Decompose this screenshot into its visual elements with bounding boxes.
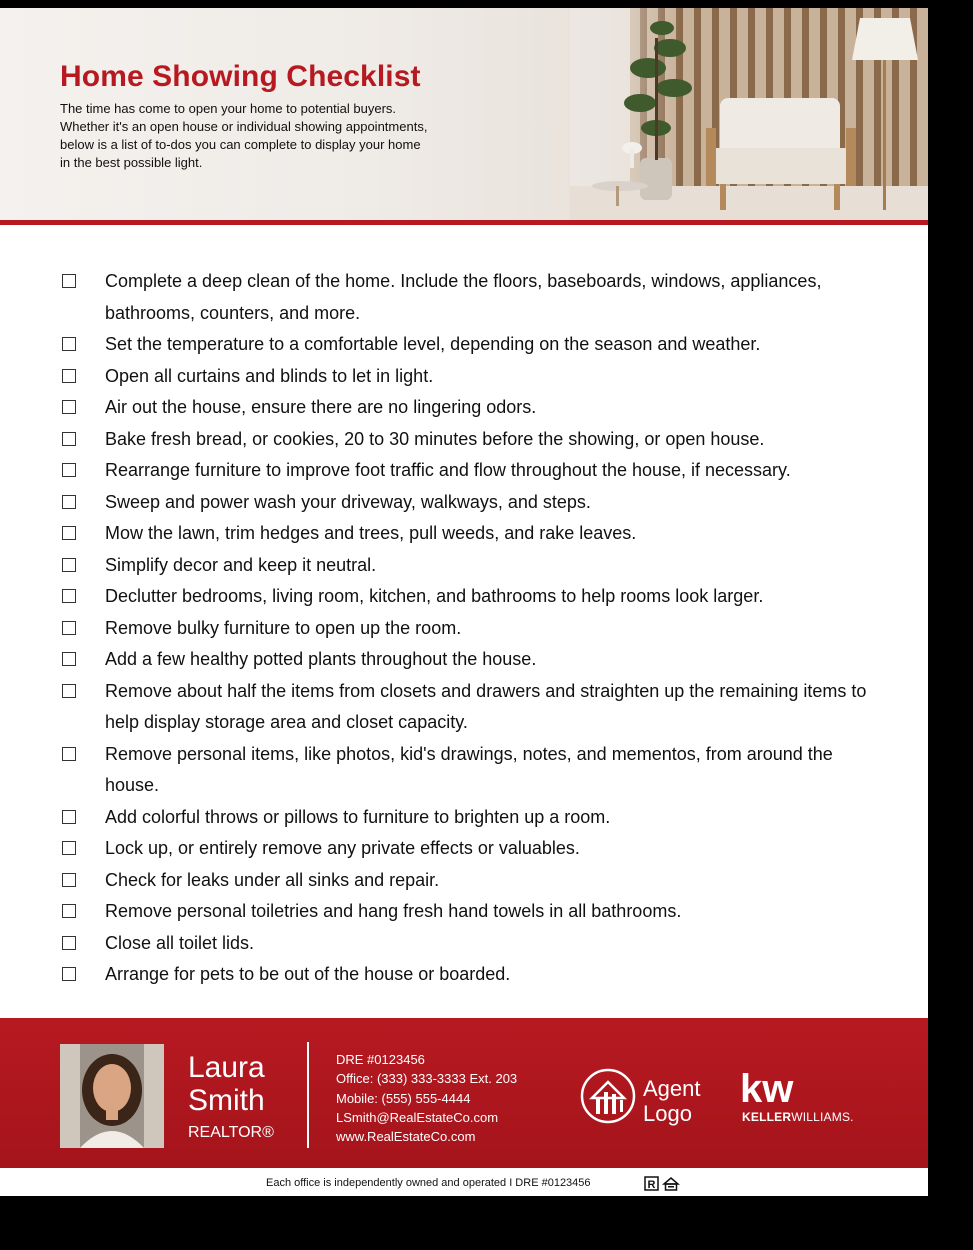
checkbox[interactable]: [62, 589, 76, 603]
checklist-item-text: Bake fresh bread, or cookies, 20 to 30 minutes before the showing, or open house.: [105, 428, 765, 449]
svg-text:kw: kw: [740, 1068, 794, 1108]
checkbox[interactable]: [62, 558, 76, 572]
flyer-page: [0, 8, 928, 1196]
checklist-item-text: Add colorful throws or pillows to furniture to brighten up a room.: [105, 806, 611, 827]
header-divider: [0, 220, 928, 225]
checkbox[interactable]: [62, 747, 76, 761]
checklist-item: [60, 424, 880, 456]
checkbox[interactable]: [62, 432, 76, 446]
checklist-item: [60, 266, 880, 329]
checkbox[interactable]: [62, 621, 76, 635]
footer-divider: [307, 1042, 309, 1148]
agent-footer: [0, 1018, 928, 1168]
dre-number: DRE #0123456: [336, 1052, 425, 1067]
living-room-photo: [570, 8, 928, 220]
checklist-item: [60, 959, 880, 991]
checklist-item-text: Mow the lawn, trim hedges and trees, pull weeds, and rake leaves.: [105, 523, 637, 543]
checklist-item: [60, 581, 880, 613]
checkbox[interactable]: [62, 967, 76, 981]
website-link[interactable]: www.RealEstateCo.com: [336, 1129, 476, 1145]
email-link[interactable]: LSmith@RealEstateCo.com: [336, 1109, 499, 1125]
intro-paragraph: The time has come to open your home to potential buyers. Whether it's an open house or individual showing appointments, below is a list of to-dos you can complete to display your home in the best possible light.: [60, 101, 428, 170]
checklist-item-text: Air out the house, ensure there are no lingering odors.: [105, 397, 537, 417]
kw-word-bold: KELLER: [742, 1110, 792, 1124]
checklist-item-text: Remove personal items, like photos, kid's drawings, notes, and mementos, from around the house.: [105, 743, 833, 795]
checklist-item-text: Set the temperature to a comfortable level, depending on the season and weather.: [105, 334, 761, 354]
checklist-item-text: Lock up, or entirely remove any private effects or valuables.: [105, 838, 580, 858]
checklist-item: [60, 487, 880, 519]
checklist-item-text: Declutter bedrooms, living room, kitchen, and bathrooms to help rooms look larger.: [105, 586, 764, 606]
agent-first-name: Laura: [188, 1051, 265, 1084]
checklist-item: [60, 802, 880, 834]
checklist-item-text: Close all toilet lids.: [105, 932, 255, 953]
checklist-item: [60, 329, 880, 361]
agent-logo-text: [643, 1076, 723, 1126]
checklist-item-text: Complete a deep clean of the home. Include the floors, baseboards, windows, appliances, bathrooms, counters, and more.: [105, 271, 822, 323]
checklist-item-text: Remove about half the items from closets and drawers and straighten up the remaining items to help display storage area and closet capacity.: [105, 680, 867, 732]
checkbox[interactable]: [62, 873, 76, 887]
mobile-phone: Mobile: (555) 555-4444: [336, 1090, 471, 1106]
checkbox[interactable]: [62, 369, 76, 383]
checklist-item: [60, 613, 880, 645]
checkbox[interactable]: [62, 936, 76, 950]
agent-photo: [60, 1044, 164, 1148]
checkbox[interactable]: [62, 684, 76, 698]
checkbox[interactable]: [62, 526, 76, 540]
checkbox[interactable]: [62, 652, 76, 666]
page-title: Home Showing Checklist: [60, 60, 421, 93]
checklist-item: [60, 928, 880, 960]
office-phone: Office: (333) 333-3333 Ext. 203: [336, 1071, 518, 1087]
agent-logo-line2: Logo: [643, 1101, 692, 1126]
checklist-item: [60, 833, 880, 865]
checkbox[interactable]: [62, 400, 76, 414]
checklist-item: [60, 518, 880, 550]
checklist-item: [60, 644, 880, 676]
checklist-item: [60, 392, 880, 424]
agent-logo-line1: Agent: [643, 1076, 701, 1101]
checklist: [60, 266, 880, 991]
checklist-item-text: Rearrange furniture to improve foot traffic and flow throughout the house, if necessary.: [105, 460, 791, 480]
contact-info: [336, 1050, 517, 1146]
checkbox[interactable]: [62, 841, 76, 855]
checkbox[interactable]: [62, 337, 76, 351]
checklist-item: [60, 676, 880, 739]
disclaimer-strip: [0, 1168, 928, 1196]
checkbox[interactable]: [62, 274, 76, 288]
checklist-item: [60, 455, 880, 487]
checkbox[interactable]: [62, 810, 76, 824]
checklist-item: [60, 896, 880, 928]
kw-logo-icon: [740, 1068, 800, 1108]
agent-logo-icon: [580, 1068, 636, 1124]
svg-text:R: R: [647, 1179, 656, 1191]
checklist-item-text: Simplify decor and keep it neutral.: [105, 554, 377, 575]
checkbox[interactable]: [62, 463, 76, 477]
checklist-item: [60, 550, 880, 582]
checklist-item: [60, 739, 880, 802]
checklist-item-text: Check for leaks under all sinks and repair.: [105, 869, 440, 890]
checklist-item: [60, 361, 880, 393]
kw-wordmark: [742, 1110, 854, 1124]
kw-word-thin: WILLIAMS.: [791, 1110, 854, 1124]
checklist-item-text: Add a few healthy potted plants throughout the house.: [105, 649, 537, 669]
checklist-item-text: Remove personal toiletries and hang fresh hand towels in all bathrooms.: [105, 901, 682, 921]
checkbox[interactable]: [62, 904, 76, 918]
checklist-item: [60, 865, 880, 897]
agent-title: REALTOR®: [188, 1124, 274, 1141]
office-disclaimer: Each office is independently owned and operated I DRE #0123456: [266, 1177, 591, 1189]
header-banner: [0, 8, 928, 220]
checklist-item-text: Remove bulky furniture to open up the room.: [105, 617, 462, 638]
checklist-item-text: Open all curtains and blinds to let in light.: [105, 365, 434, 386]
checkbox[interactable]: [62, 495, 76, 509]
realtor-equal-housing-icon: [644, 1176, 684, 1192]
agent-last-name: Smith: [188, 1084, 265, 1117]
checklist-item-text: Sweep and power wash your driveway, walkways, and steps.: [105, 491, 591, 512]
checklist-item-text: Arrange for pets to be out of the house or boarded.: [105, 964, 511, 984]
